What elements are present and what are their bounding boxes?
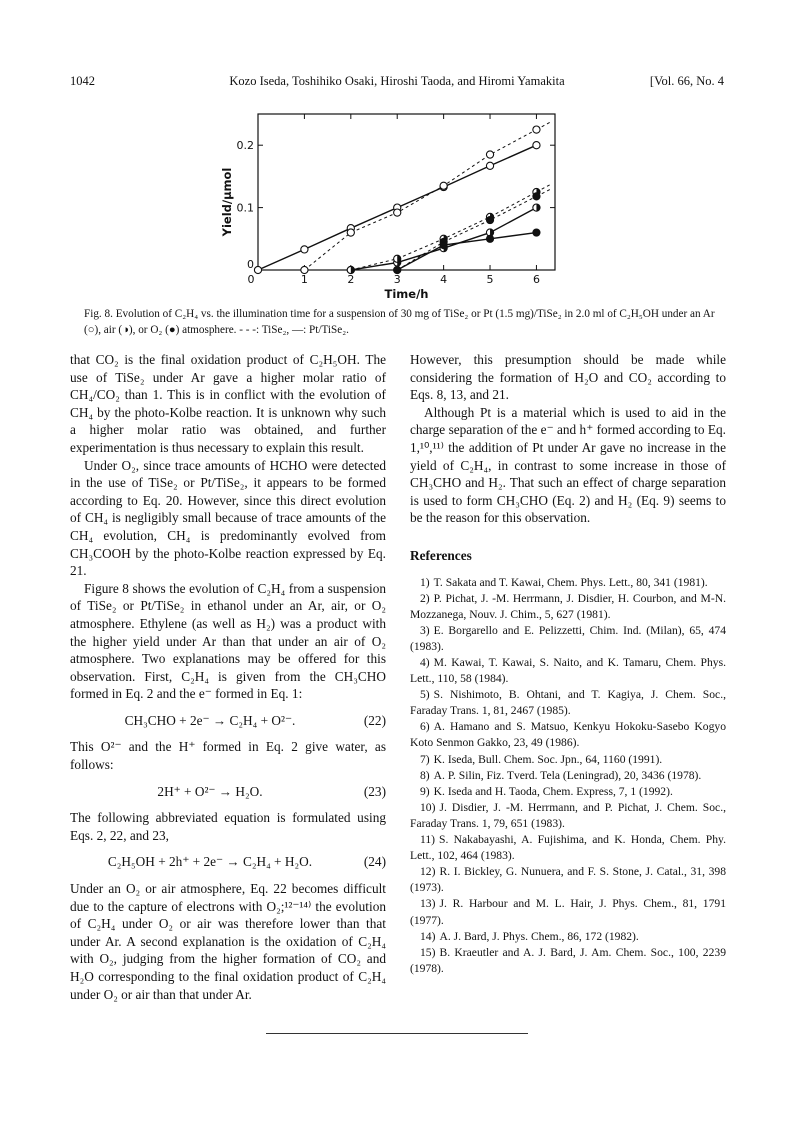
y-tick-label: 0.1 xyxy=(236,201,254,215)
x-tick-label: 3 xyxy=(393,273,401,286)
data-point xyxy=(486,151,493,158)
reference-text: M. Kawai, T. Kawai, S. Naito, and K. Tamaru, Chem. Phys. Lett., 110, 58 (1984). xyxy=(410,656,726,686)
data-point xyxy=(440,182,447,189)
reference-text: K. Iseda and H. Taoda, Chem. Express, 7, 1 (1992). xyxy=(433,784,673,798)
reference-item xyxy=(410,687,726,719)
equation-number: (22) xyxy=(363,712,386,728)
x-axis-label: Time/h xyxy=(384,287,429,301)
running-authors: Kozo Iseda, Toshihiko Osaki, Hiroshi Taoda, and Hiromi Yamakita xyxy=(229,74,565,88)
equation-text: CH₃CHO + 2e⁻ → C₂H₄ + O²⁻. xyxy=(124,712,296,728)
paragraph: The following abbreviated equation is formulated using Eqs. 2, 22, and 23, xyxy=(70,810,386,843)
x-tick-label: 5 xyxy=(486,273,494,286)
data-point xyxy=(486,235,493,242)
caption-text: Evolution of C₂H₄ vs. the illumination time for a suspension of 30 mg of TiSe₂ or Pt (1.5 mg)/TiSe₂ in 2.0 ml of C₂H₅OH under an Ar (○), air (◑), or O₂ (●) atmosphere. - - -: TiSe₂, —: Pt/TiSe₂. xyxy=(84,308,715,336)
reference-number: 8) xyxy=(420,768,430,782)
reference-item xyxy=(410,591,726,623)
reference-text: J. R. Harbour and M. L. Hair, J. Phys. Chem., 81, 1791 (1977). xyxy=(410,897,726,927)
reference-item xyxy=(410,784,726,800)
x-tick-label: 0 xyxy=(247,273,255,286)
reference-item xyxy=(410,896,726,928)
right-column xyxy=(410,351,726,977)
y-tick-label: 0 xyxy=(247,258,254,271)
reference-list xyxy=(410,575,726,977)
paragraph: Under O₂, since trace amounts of HCHO were detected in the use of TiSe₂ or Pt/TiSe₂, it appears to be formed according to Eq. 20. However, since this direct evolution of CH₄ is negligibly small because of trace amounts of the CH₄ evolution, CH₄ is predominantly evolved from CH₃COOH by the photo-Kolbe reaction expressed by Eq. 21. xyxy=(70,457,386,579)
reference-number: 11) xyxy=(420,833,436,847)
y-tick-label: 0.2 xyxy=(236,139,254,153)
x-tick-label: 4 xyxy=(440,273,448,286)
reference-text: B. Kraeutler and A. J. Bard, J. Am. Chem. Soc., 100, 2239 (1978). xyxy=(410,945,726,975)
data-point xyxy=(301,246,308,253)
reference-number: 3) xyxy=(420,623,430,637)
reference-number: 9) xyxy=(420,784,430,798)
series-line xyxy=(397,233,536,270)
equation-23 xyxy=(70,783,386,801)
references-heading: References xyxy=(410,547,472,563)
reference-text: S. Nakabayashi, A. Fujishima, and K. Honda, Chem. Phy. Lett., 102, 464 (1983). xyxy=(410,833,726,863)
reference-number: 4) xyxy=(420,656,430,669)
data-point xyxy=(440,241,447,248)
volume-info: [Vol. 66, No. 4 xyxy=(649,74,724,88)
equation-24 xyxy=(70,853,386,871)
equation-number: (23) xyxy=(363,783,386,799)
equation-number: (24) xyxy=(363,854,386,870)
reference-item xyxy=(410,800,726,832)
reference-item xyxy=(410,864,726,896)
paragraph: Figure 8 shows the evolution of C₂H₄ from a suspension of TiSe₂ or Pt/TiSe₂ in ethanol under an Ar, air, or O₂ atmosphere. Ethylene (as well as H₂) was a product with the higher yield under Ar than that under an air of O₂ atmosphere. Two explanations may be offered for this observation. First, C₂H₄ is given from the CH₃CHO formed in Eq. 2 and the e⁻ formed in Eq. 1: xyxy=(70,580,386,702)
data-point xyxy=(486,216,493,223)
equation-text: 2H⁺ + O²⁻ → H₂O. xyxy=(157,783,263,799)
reference-item xyxy=(410,575,726,591)
end-rule xyxy=(266,1033,528,1034)
reference-text: J. Disdier, J. -M. Herrmann, and P. Pichat, J. Chem. Soc., Faraday Trans. 1, 79, 651 (1983). xyxy=(410,800,726,830)
reference-text: A. J. Bard, J. Phys. Chem., 86, 172 (1982). xyxy=(439,929,639,943)
reference-text: T. Sakata and T. Kawai, Chem. Phys. Lett., 80, 341 (1981). xyxy=(433,575,708,589)
reference-number: 10) xyxy=(420,800,436,814)
reference-number: 6) xyxy=(420,720,430,734)
reference-text: S. Nishimoto, B. Ohtani, and T. Kagiya, J. Chem. Soc., Faraday Trans. 1, 81, 2467 (1985). xyxy=(410,688,726,718)
left-column xyxy=(70,351,386,1003)
figure-8 xyxy=(215,108,575,303)
reference-number: 1) xyxy=(420,575,430,589)
data-point xyxy=(533,193,540,200)
x-tick-label: 6 xyxy=(532,273,540,286)
y-axis-label: Yield/μmol xyxy=(220,167,234,237)
paragraph: However, this presumption should be made while considering the formation of H₂O and CO₂ according to Eqs. 8, 13, and 21. xyxy=(410,352,726,403)
reference-number: 13) xyxy=(420,897,436,911)
reference-number: 5) xyxy=(420,688,430,702)
equation-text: C₂H₅OH + 2h⁺ + 2e⁻ → C₂H₄ + H₂O. xyxy=(107,854,313,870)
reference-item xyxy=(410,768,726,784)
paragraph: Under an O₂ or air atmosphere, Eq. 22 becomes difficult due to the capture of electrons with O₂;¹²⁻¹⁴⁾ the evolution of C₂H₄ under O₂ or air was therefore lower than that under Ar. A second explanation is the oxidation of C₂H₄ with O₂, judging from the higher formation of CO₂ and H₂O corresponding to the final oxidation product of C₂H₄ under O₂ or air than that under Ar. xyxy=(70,881,386,1002)
reference-text: A. P. Silin, Fiz. Tverd. Tela (Leningrad), 20, 3436 (1978). xyxy=(433,768,702,782)
caption-label: Fig. 8. xyxy=(84,308,113,320)
reference-text: K. Iseda, Bull. Chem. Soc. Jpn., 64, 1160 (1991). xyxy=(433,752,663,766)
paragraph: Although Pt is a material which is used to aid in the charge separation of the e⁻ and h⁺ formed according to Eq. 1,¹⁰,¹¹⁾ the addition of Pt under Ar gave no increase in the yield of C₂H₄, in contrast to some increase in those of CH₃CHO and H₂. That such an effect of charge separation is used to form CH₃CHO (Eq. 2) and H₂ (Eq. 9) seems to be the reason for this observation. xyxy=(410,404,726,526)
reference-number: 2) xyxy=(420,591,430,605)
page-number: 1042 xyxy=(70,74,95,88)
reference-text: E. Borgarello and E. Pelizzetti, Chim. Ind. (Milan), 65, 474 (1983). xyxy=(410,623,726,653)
paragraph: that CO₂ is the final oxidation product of C₂H₅OH. The use of TiSe₂ under Ar gave a higher molar ratio of CH₄/CO₂ than 1. This is in conflict with the evolution of CH₄ by the photo-Kolbe reaction. It is unknown why such a higher molar ratio was obtained, and further experimentation is thus necessary to explain this result. xyxy=(70,352,386,455)
x-tick-label: 1 xyxy=(300,273,308,286)
data-point xyxy=(254,266,261,273)
x-tick-label: 2 xyxy=(347,273,355,286)
reference-number: 12) xyxy=(420,865,436,879)
data-point xyxy=(394,209,401,216)
reference-item xyxy=(410,945,726,977)
series-line xyxy=(351,192,537,270)
reference-number: 14) xyxy=(420,929,436,943)
figure-caption xyxy=(84,306,724,338)
reference-text: A. Hamano and S. Matsuo, Kenkyu Hokoku-Sasebo Kogyo Koto Senmon Gakko, 23, 49 (1986). xyxy=(410,720,726,750)
reference-item xyxy=(410,623,726,655)
data-point xyxy=(533,229,540,236)
reference-number: 7) xyxy=(420,752,430,766)
yield-chart xyxy=(215,108,575,303)
data-point xyxy=(533,142,540,149)
equation-22 xyxy=(70,712,386,730)
reference-text: R. I. Bickley, G. Nunuera, and F. S. Stone, J. Catal., 31, 398 (1973). xyxy=(410,865,726,895)
data-point xyxy=(347,229,354,236)
page-header xyxy=(70,74,724,92)
reference-item xyxy=(410,752,726,768)
reference-item xyxy=(410,929,726,945)
reference-number: 15) xyxy=(420,945,436,959)
reference-item xyxy=(410,655,726,687)
reference-item xyxy=(410,719,726,751)
reference-text: P. Pichat, J. -M. Herrmann, J. Disdier, H. Courbon, and M-N. Mozzanega, Nouv. J. Chim., 5, 627 (1981). xyxy=(410,591,726,621)
paragraph: This O²⁻ and the H⁺ formed in Eq. 2 give water, as follows: xyxy=(70,739,386,773)
data-point xyxy=(533,126,540,133)
data-point xyxy=(486,162,493,169)
reference-item xyxy=(410,832,726,864)
